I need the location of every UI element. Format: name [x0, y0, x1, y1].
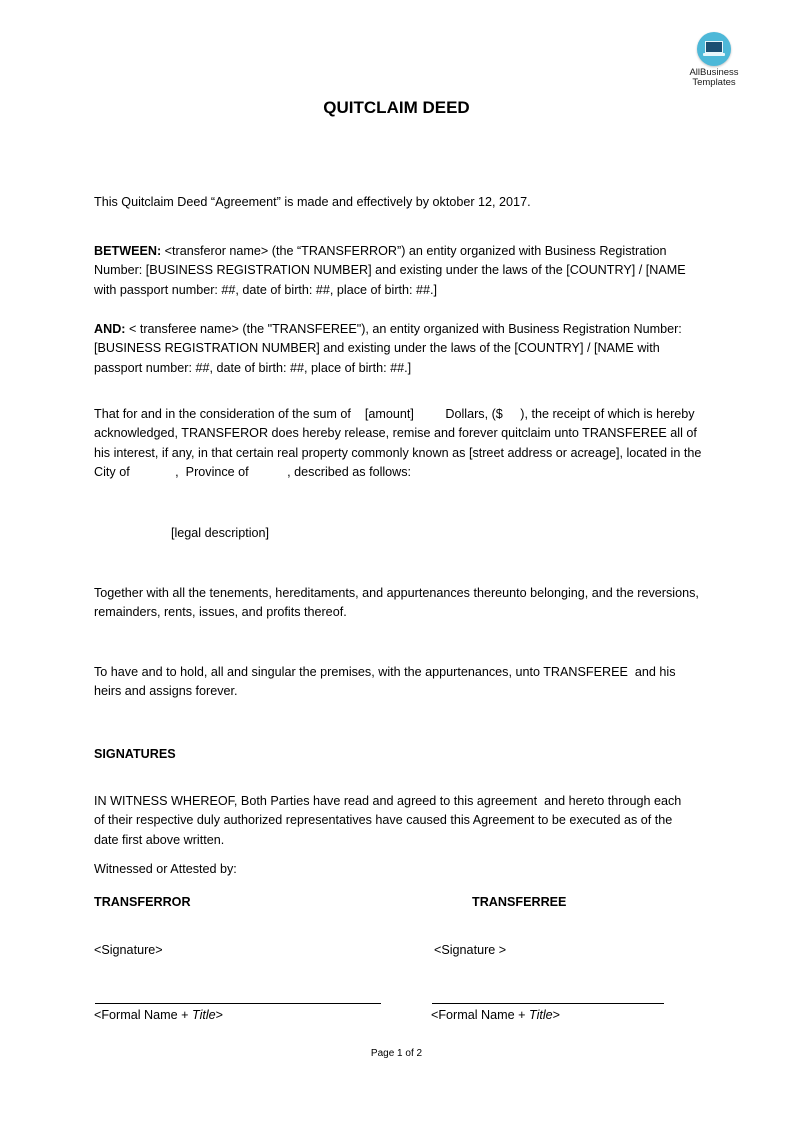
transferror-name-prefix: <Formal Name +: [94, 1008, 192, 1022]
transferror-signature-line: [95, 1003, 381, 1004]
consideration-paragraph: That for and in the consideration of the sum of [amount] Dollars, ($ ), the receipt of which is hereby acknowledged, TRANSFEROR does hereby release, remise and forever quitclaim unto TRANSFEREE all of his interest, if any, in that certain real property commonly known as [street address or acreage], located in the City of , Province of , described as follows:: [94, 407, 702, 479]
transferree-label: TRANSFERREE: [472, 895, 567, 909]
tenements-paragraph: Together with all the tenements, hereditaments, and appurtenances thereunto belonging, and the reversions, remainders, rents, issues, and profits thereof.: [94, 586, 699, 620]
transferror-label: TRANSFERROR: [94, 895, 191, 909]
page-number: Page 1 of 2: [370, 1048, 423, 1059]
and-text: < transferee name> (the "TRANSFEREE"), an entity organized with Business Registration Number: [BUSINESS REGISTRATION NUMBER] and existing under the laws of the [COUNTRY] / [NAME with passport number: ##, date of birth: ##, place of birth: ##.]: [94, 322, 682, 375]
transferror-signature: <Signature>: [94, 943, 163, 957]
laptop-icon: [697, 32, 731, 66]
brand-logo: [680, 32, 748, 88]
transferree-name-title: Title: [528, 1008, 553, 1022]
and-label: AND:: [94, 322, 126, 336]
transferror-name-title: Title: [191, 1008, 216, 1022]
transferree-name-suffix: >: [552, 1008, 561, 1022]
transferror-formal-name: [94, 1006, 223, 1025]
attested-label: Witnessed or Attested by:: [94, 862, 237, 876]
between-paragraph: [94, 242, 704, 300]
logo-text-line1: AllBusiness: [689, 67, 739, 78]
habendum-paragraph: To have and to hold, all and singular the premises, with the appurtenances, unto TRANSFEREE and his heirs and assigns forever.: [94, 665, 676, 699]
transferree-formal-name: [431, 1006, 560, 1025]
between-text: <transferor name> (the “TRANSFERROR”) an entity organized with Business Registration Number: [BUSINESS REGISTRATION NUMBER] and existing under the laws of the [COUNTRY] / [NAME with passport number: ##, date of birth: ##, place of birth: ##.]: [94, 244, 686, 297]
transferree-signature: <Signature >: [434, 943, 507, 957]
and-paragraph: [94, 320, 704, 378]
witness-paragraph: IN WITNESS WHEREOF, Both Parties have read and agreed to this agreement and hereto through each of their respective duly authorized representatives have caused this Agreement to be executed as of the date first above written.: [94, 794, 682, 847]
intro-paragraph: This Quitclaim Deed “Agreement” is made and effectively by oktober 12, 2017.: [94, 195, 531, 209]
signatures-heading: SIGNATURES: [94, 747, 176, 761]
transferree-signature-line: [432, 1003, 664, 1004]
document-title: QUITCLAIM DEED: [323, 98, 470, 117]
logo-text-line2: Templates: [692, 77, 736, 88]
transferror-name-suffix: >: [215, 1008, 224, 1022]
transferree-name-prefix: <Formal Name +: [431, 1008, 529, 1022]
between-label: BETWEEN:: [94, 244, 162, 258]
legal-description: [legal description]: [171, 526, 270, 540]
